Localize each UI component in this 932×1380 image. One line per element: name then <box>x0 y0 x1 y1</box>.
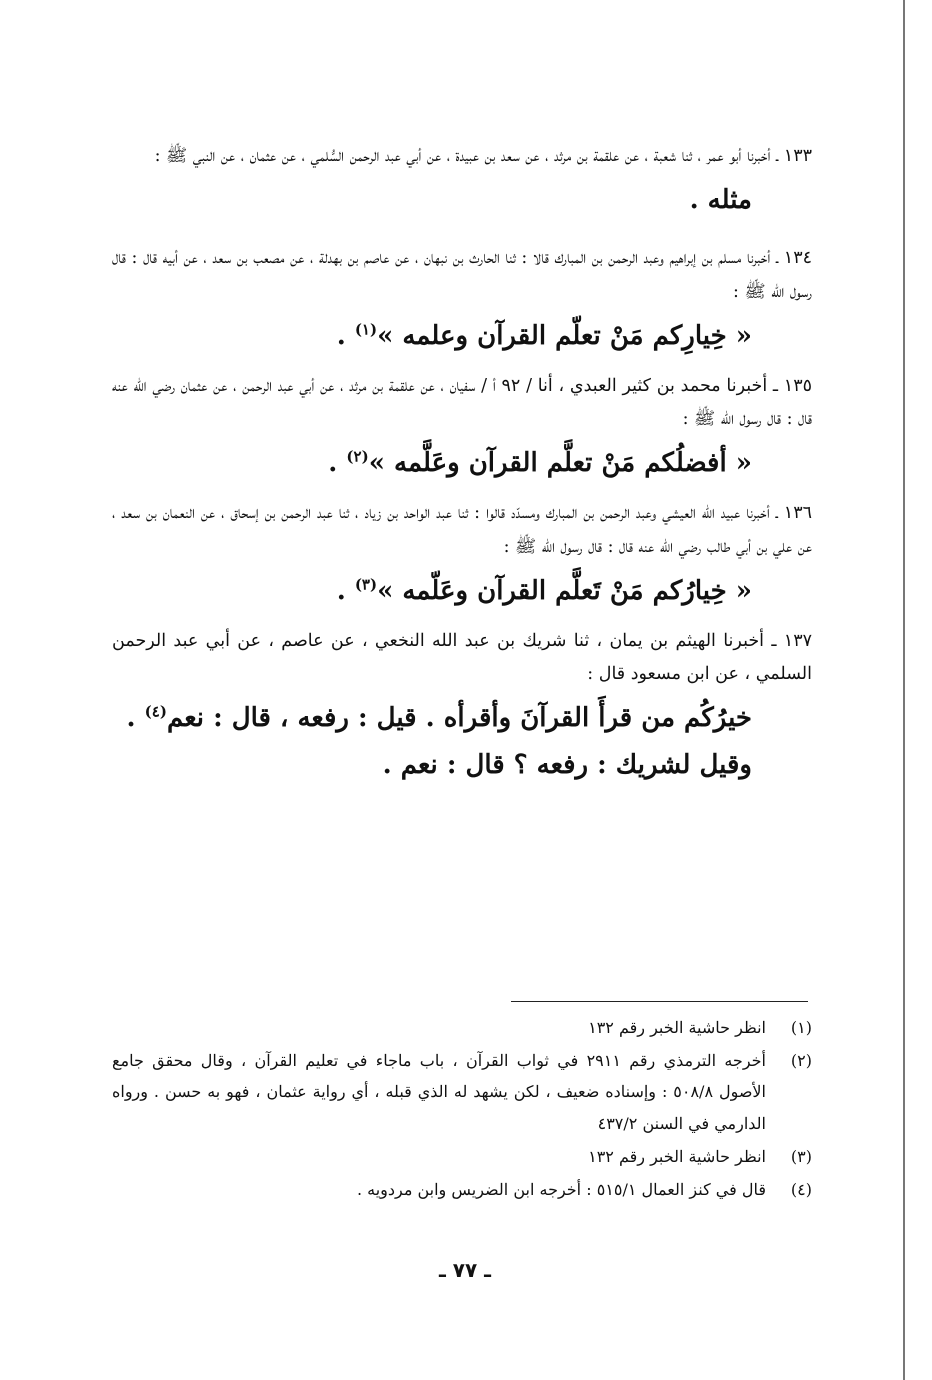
hadith-135-quote: « أفضلُكم مَنْ تعلَّم القرآن وعَلَّمه » <box>368 448 752 479</box>
footnote-text: قال في كنز العمال ٥١٥/١ : أخرجه ابن الضريس وابن مردويه . <box>356 1179 766 1199</box>
footnote-number: (٣) <box>790 1146 812 1166</box>
hadith-136-tail: . <box>336 575 346 606</box>
footnotes <box>112 1012 812 1207</box>
hadith-137-quote: خيرُكُم من قرأَ القرآنَ وأقرأه . قيل : رفعه ، قال : نعم <box>166 703 752 734</box>
hadith-137-quote-2: وقيل لشريك : رفعه ؟ قال : نعم . <box>382 750 752 781</box>
footnote-number: (١) <box>790 1018 812 1037</box>
footnote-ref-4: (٤) <box>144 702 167 721</box>
footnote-text: أخرجه الترمذي رقم ٢٩١١ في ثواب القرآن ، باب ماجاء في تعليم القرآن ، وقال محقق جامع الأصول ٥٠٨/٨ : وإسناده ضعيف ، لكن يشهد له الذي قبله ، أي رواية عثمان ، فهو به حسن . ورواه الدارمي في السنن ٤٣٧/٢ <box>112 1051 767 1133</box>
footnote-ref-3: (٣) <box>354 575 378 594</box>
footnote-item <box>112 1045 812 1139</box>
hadith-134-quote-line <box>112 317 752 356</box>
footnote-number: (٢) <box>790 1051 812 1071</box>
hadith-134-text: ١٣٤ ـ أخبرنا مسلم بن إبراهيم وعبد الرحمن بن المبارك قالا : ثنا الحارث بن نبهان ، عن عاصم بن بهدلة ، عن مصعب بن سعد ، عن أبيه قال : قال رسول الله ﷺ : <box>112 248 812 302</box>
hadith-134-tail: . <box>336 320 346 351</box>
page-number: ـ ٧٧ ـ <box>438 1258 492 1282</box>
hadith-137-quote-line <box>112 699 752 738</box>
footnote-text: انظر حاشية الخبر رقم ١٣٢ <box>588 1146 766 1166</box>
hadith-134-quote: « خِيارِكم مَنْ تعلّم القرآن وعلمه » <box>377 320 752 351</box>
hadith-133-text: ١٣٣ ـ أخبرنا أبو عمر ، ثنا شعبة ، عن علقمة بن مرثد ، عن سعد بن عبيدة ، عن أبي عبد الرحمن السُّلمي ، عن عثمان ، عن النبي ﷺ : <box>154 146 812 166</box>
footnote-item <box>112 1174 812 1205</box>
hadith-137-text: ١٣٧ ـ أخبرنا الهيثم بن يمان ، ثنا شريك بن عبد الله النخعي ، عن عاصم ، عن أبي عبد الرحمن السلمي ، عن ابن مسعود قال : <box>112 630 812 684</box>
page-body <box>112 140 812 785</box>
hadith-137-tail: . <box>126 703 136 734</box>
hadith-136-quote: « خِيارُكم مَنْ تَعلَّم القرآن وعَلّمه » <box>377 575 752 606</box>
footnote-ref-1: (١) <box>354 320 378 339</box>
hadith-136-text: ١٣٦ ـ أخبرنا عبيد الله العيشي وعبد الرحمن بن المبارك ومسدّد قالوا : ثنا عبد الواحد بن زياد ، ثنا عبد الرحمن بن إسحاق ، عن النعمان بن سعد ، عن علي بن أبي طالب رضي الله عنه قال : قال رسول الله ﷺ : <box>112 503 812 557</box>
hadith-135-tail: . <box>328 448 338 479</box>
footnote-number: (٤) <box>790 1179 812 1199</box>
footnote-item <box>112 1012 812 1043</box>
page-edge-line <box>903 0 905 1380</box>
hadith-133-quote: مثله . <box>689 185 752 216</box>
hadith-136-quote-line <box>112 572 752 611</box>
footnote-divider <box>511 1001 808 1002</box>
hadith-135-text: ١٣٥ ـ أخبرنا محمد بن كثير العبدي ، أنا / ٩٢ أ / سفيان ، عن علقمة بن مرثد ، عن أبي عبد الرحمن ، عن عثمان رضي الله عنه قال : قال رسول الله ﷺ : <box>112 375 812 429</box>
footnote-ref-2: (٢) <box>346 447 369 466</box>
footnote-text: انظر حاشية الخبر رقم ١٣٢ <box>588 1018 766 1037</box>
footnote-item <box>112 1141 812 1172</box>
hadith-135-quote-line <box>112 444 752 483</box>
